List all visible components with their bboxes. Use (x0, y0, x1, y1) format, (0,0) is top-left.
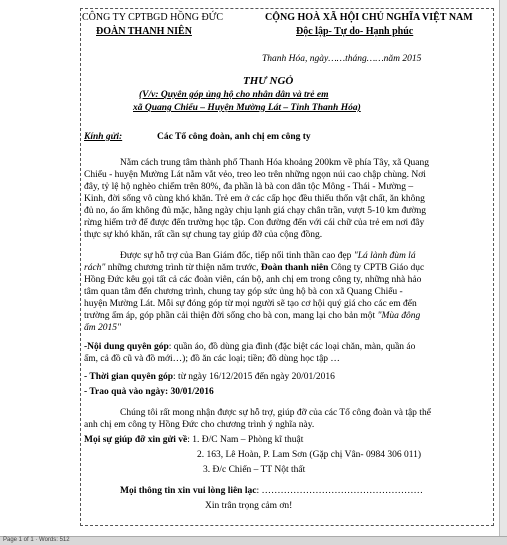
paragraph-1-line: Chiểu - huyện Mường Lát nằm vắt vẻo, treo leo trên những ngọn núi cao chập chùng. Nơi (84, 170, 426, 180)
letter-title: THƯ NGỎ (243, 75, 294, 87)
handover-date: - Trao quà vào ngày: 30/01/2016 (84, 387, 214, 397)
paragraph-2-line: ấm 2015" (84, 323, 121, 333)
paragraph-2-line (120, 250, 416, 262)
slogan-quote-end: rách" (84, 263, 106, 273)
paragraph-2-text: Được sự hỗ trợ của Ban Giám đốc, tiếp nối tinh thần cao đẹp (120, 251, 354, 261)
donation-content-label: -Nội dung quyên góp (84, 342, 169, 352)
support-label: Mọi sự giúp đỡ xin gửi về (84, 435, 188, 445)
greeting-label: Kính gửi: (84, 132, 123, 142)
donation-content-line (84, 341, 415, 353)
donation-time-label: - Thời gian quyên góp (84, 372, 174, 382)
status-text: Page 1 of 1 · Words: 512 (3, 537, 70, 543)
paragraph-2-line (84, 310, 420, 322)
paragraph-2-line: huyện Mường Lát. Mỗi sự đóng góp từ mọi người sẽ tạo cơ hội quý giá cho các em đến (84, 299, 417, 309)
organizer-name: Đoàn thanh niên (260, 263, 329, 273)
company-name: CÔNG TY CPTBGD HỒNG ĐỨC (82, 12, 224, 23)
paragraph-2-line: tâm quan tâm đến chương trình, chung tay góp sức ủng hộ bà con xã Quang Chiểu - (84, 287, 403, 297)
thanks-line: anh chị em công ty Hồng Đức cho chương trình ý nghĩa này. (84, 420, 315, 430)
paragraph-2-line (84, 262, 424, 274)
paragraph-1-line: Nằm cách trung tâm thành phố Thanh Hóa khoảng 200km về phía Tây, xã Quang (120, 158, 430, 168)
thanks-line: Chúng tôi rất mong nhận được sự hỗ trợ, giúp đỡ của các Tổ công đoàn và tập thể (120, 408, 431, 418)
support-line-1 (84, 434, 303, 446)
donation-content-text: : quần áo, đồ dùng gia đình (đặc biệt các loại chăn, màn, quần áo (168, 342, 416, 352)
donation-time-line (84, 371, 335, 383)
paragraph-1-line: thực sự khó khăn, rất cần sự chung tay giúp đỡ của cộng đồng. (84, 230, 323, 240)
closing-line: Xin trân trọng cảm ơn! (205, 501, 293, 511)
republic-name: CỘNG HOÀ XÃ HỘI CHỦ NGHĨA VIỆT NAM (265, 12, 473, 23)
paragraph-2-text: trường ấm áp, góp phần cải thiện đời sống cho bà con, mang lại cho bản một (84, 311, 378, 321)
paragraph-2-text: Công ty CPTB Giáo dục (328, 263, 425, 273)
contact-line (120, 485, 423, 497)
paragraph-1-line: Kinh, đời sống vô cùng khó khăn. Trẻ em ở các cấp học đều thiếu thốn vật chất, ăn không (84, 194, 425, 204)
paragraph-2-line: Hồng Đức kêu gọi tất cả các đoàn viên, cán bộ, anh chị em trong công ty, những nhà hảo (84, 275, 422, 285)
paragraph-1-line: đây, tỷ lệ hộ nghèo chiếm trên 80%, đa phần là bà con dân tộc Mông - Thái - Mường – (84, 182, 414, 192)
contact-label: Mọi thông tin xin vui lòng liên lạc (120, 486, 257, 496)
vertical-scrollbar[interactable] (499, 0, 507, 536)
paragraph-2-text: những chương trình từ thiện năm trước, (105, 263, 261, 273)
slogan-quote: "Lá lành đùm lá (353, 251, 416, 261)
youth-union-name: ĐOÀN THANH NIÊN (96, 26, 192, 37)
letter-subtitle-2: xã Quang Chiểu – Huyện Mường Lát – Tỉnh Thanh Hóa) (133, 103, 361, 113)
support-address-2: 2. 163, Lê Hoàn, P. Lam Sơn (Gặp chị Vân- 0984 306 011) (197, 450, 422, 460)
donation-time-value: : từ ngày 16/12/2015 đến ngày 20/01/2016 (173, 372, 335, 382)
date-line: Thanh Hóa, ngày……tháng……năm 2015 (262, 54, 422, 64)
letter-subtitle-1: (V/v: Quyên góp ủng hộ cho nhân dân và trẻ em (139, 90, 329, 100)
support-address-1: : 1. Đ/C Nam – Phòng kĩ thuật (187, 435, 304, 445)
donation-content-line: ấm, cả đồ cũ và đồ mới…); đồ ăn các loại; tiền; đồ dùng học tập … (84, 354, 340, 364)
paragraph-1-line: đủ no, áo ấm không đủ mặc, hằng ngày chịu lạnh giá chạy chân trần, vượt 5-10 km đường (84, 206, 426, 216)
greeting-target: Các Tổ công đoàn, anh chị em công ty (157, 132, 311, 142)
paragraph-1-line: rừng hiểm trở để được đến trường học tập. Con đường đến với cái chữ của trẻ em nơi đây (84, 218, 425, 228)
contact-dots: : …………………………………………… (256, 486, 423, 496)
national-motto: Độc lập- Tự do- Hạnh phúc (296, 26, 414, 37)
campaign-name: "Mùa đông (377, 311, 421, 321)
support-address-3: 3. Đ/c Chiến – TT Nột thất (203, 465, 306, 475)
